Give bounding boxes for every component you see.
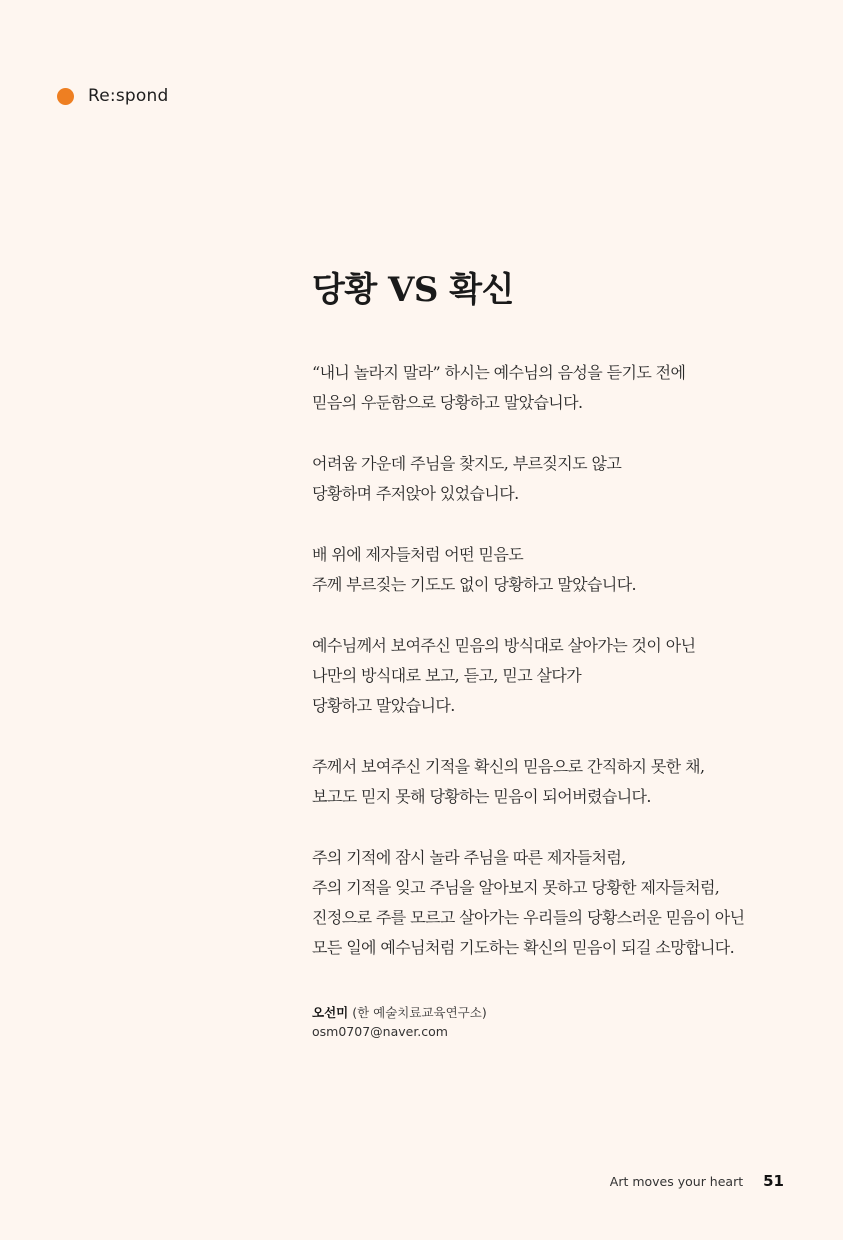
section-tag: [57, 86, 168, 106]
poem-line: 진정으로 주를 모르고 살아가는 우리들의 당황스러운 믿음이 아닌: [312, 908, 745, 927]
poem-line: 주께 부르짖는 기도도 없이 당황하고 말았습니다.: [312, 575, 637, 594]
poem-line: 주의 기적에 잠시 놀라 주님을 따른 제자들처럼,: [312, 848, 626, 867]
author-name: 오선미: [312, 1005, 349, 1020]
page-number: 51: [763, 1172, 784, 1190]
orange-dot-icon: [57, 88, 74, 105]
poem-body: [312, 358, 812, 994]
poem-line: 당황하며 주저앉아 있었습니다.: [312, 484, 519, 503]
author-email: osm0707@naver.com: [312, 1024, 448, 1039]
author-block: [312, 1003, 487, 1041]
poem-line: 믿음의 우둔함으로 당황하고 말았습니다.: [312, 393, 583, 412]
poem-line: 주의 기적을 잊고 주님을 알아보지 못하고 당황한 제자들처럼,: [312, 878, 720, 897]
poem-line: 어려움 가운데 주님을 찾지도, 부르짖지도 않고: [312, 454, 622, 473]
poem-line: 보고도 믿지 못해 당황하는 믿음이 되어버렸습니다.: [312, 787, 651, 806]
poem-stanza: [312, 631, 812, 721]
footer-tagline: Art moves your heart: [609, 1174, 744, 1189]
poem-stanza: [312, 752, 812, 812]
article-title: 당황 VS 확신: [312, 270, 514, 310]
poem-stanza: [312, 449, 812, 509]
poem-line: 나만의 방식대로 보고, 듣고, 믿고 살다가: [312, 666, 582, 685]
section-label: Re:spond: [88, 86, 169, 106]
author-line: [312, 1003, 487, 1022]
poem-line: 배 위에 제자들처럼 어떤 믿음도: [312, 545, 524, 564]
poem-line: “내니 놀라지 말라” 하시는 예수님의 음성을 듣기도 전에: [312, 363, 686, 382]
poem-stanza: [312, 540, 812, 600]
poem-stanza: [312, 358, 812, 418]
page-footer: [610, 1172, 784, 1190]
poem-line: 모든 일에 예수님처럼 기도하는 확신의 믿음이 되길 소망합니다.: [312, 938, 735, 957]
poem-line: 주께서 보여주신 기적을 확신의 믿음으로 간직하지 못한 채,: [312, 757, 705, 776]
poem-line: 예수님께서 보여주신 믿음의 방식대로 살아가는 것이 아닌: [312, 636, 696, 655]
poem-line: 당황하고 말았습니다.: [312, 696, 455, 715]
poem-stanza: [312, 843, 812, 963]
author-affiliation: (한 예술치료교육연구소): [352, 1005, 487, 1020]
